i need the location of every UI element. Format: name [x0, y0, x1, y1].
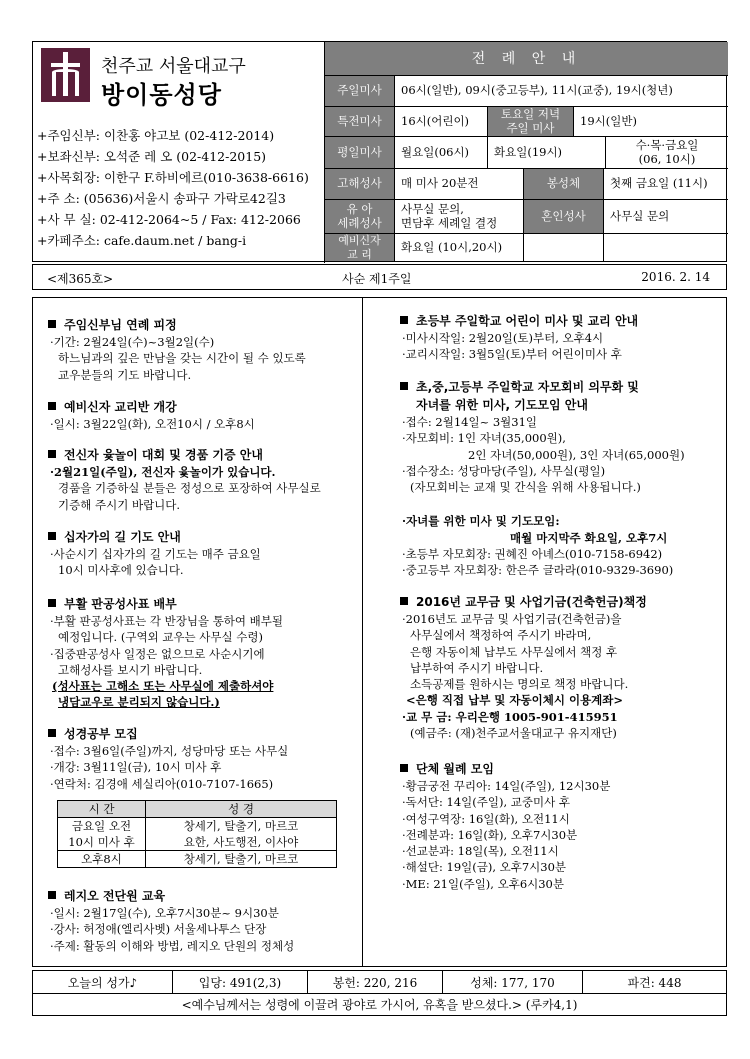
notice-line: ·전례분과: 16일(화), 오후7시30분: [402, 827, 578, 842]
notice-title: 주임신부님 연례 피정: [64, 318, 177, 332]
sunday-label: 주일미사: [325, 76, 394, 106]
contact-council: +사목회장: 이한구 F.하비에르(010-3638-6616): [37, 170, 309, 185]
notice-line: 10시 미사후에 있습니다.: [58, 563, 184, 578]
special-label: 특전미사: [325, 107, 394, 136]
notice-title: 전신자 윷놀이 대회 및 경품 기증 안내: [64, 448, 263, 462]
notice-line: ·자녀를 위한 미사 및 기도모임:: [402, 514, 560, 529]
notice-line: ·2016년도 교무금 및 사업기금(건축헌금)을: [402, 612, 622, 626]
notice-line: ·접수장소: 성당마당(주일), 사무실(평일): [402, 463, 606, 478]
gospel-verse: <예수님께서는 성령에 이끌려 광야로 가시어, 유혹을 받으셨다.> (루카4,1): [181, 998, 578, 1012]
table-row: [58, 818, 337, 851]
infant-baptism-label: 유 아 세례성사: [325, 200, 394, 233]
bullet-square-icon: [48, 729, 56, 737]
bullet-square-icon: [48, 891, 56, 899]
liturgy-table: [324, 42, 728, 263]
confession-label: 고해성사: [325, 169, 394, 199]
contact-address: +주 소: (05636)서울시 송파구 가락로42길3: [37, 191, 286, 206]
notice-line: 냉담교우로 분리되지 않습니다.): [58, 695, 220, 710]
table-row: [58, 851, 337, 868]
bullet-square-icon: [48, 599, 56, 607]
hymn-footer: [32, 970, 727, 1016]
notice-line: ·중고등부 자모회장: 한은주 글라라(010-9329-3690): [402, 563, 674, 578]
notice-line: ·접수: 2월14일~ 3월31일: [402, 415, 538, 429]
weekday-mon: 월요일(06시): [394, 137, 487, 168]
notice-line: ·주제: 활동의 이해와 방법, 레지오 단원의 정체성: [50, 938, 295, 953]
notice-legio-education: [48, 887, 294, 954]
liturgy-row-weekday: [325, 137, 728, 169]
notice-line: 교우분들의 기도 바랍니다.: [58, 367, 192, 382]
diocese-name: 천주교 서울대교구: [101, 56, 246, 77]
notice-line: 매월 마지막주 화요일, 오후7시: [510, 530, 668, 545]
confession-value: 매 미사 20분전: [394, 169, 523, 199]
notice-line: <은행 직접 납부 및 자동이체시 이용계좌>: [406, 693, 624, 708]
catechumen-value: 화요일 (10시,20시): [394, 234, 523, 261]
saturday-value: 19시(일반): [573, 107, 728, 136]
notice-line: ·독서단: 14일(주일), 교중미사 후: [402, 795, 570, 810]
liturgy-row-confession: [325, 169, 728, 200]
notice-line: ·접수: 3월6일(주일)까지, 성당마당 또는 사무실: [50, 744, 289, 758]
notice-line: ·기간: 2월24일(수)~3월2일(수): [50, 335, 215, 349]
notice-line: ·사순시기 십자가의 길 기도는 매주 금요일: [50, 547, 261, 561]
notice-line: ·강사: 허정애(엘리사벳) 서울세나투스 단장: [50, 922, 267, 937]
notice-title: 십자가의 길 기도 안내: [64, 530, 181, 544]
hymn-entrance: 입당: 491(2,3): [172, 971, 307, 993]
marriage-label: 혼인성사: [523, 200, 603, 233]
bullet-square-icon: [400, 764, 408, 772]
notice-line: 예정입니다. (구역외 교우는 사무실 수령): [58, 630, 263, 645]
notice-line: 기증해 주시기 바랍니다.: [58, 497, 181, 512]
bullet-square-icon: [400, 316, 408, 324]
liturgy-row-baptism: [325, 200, 728, 234]
table-cell-books: 창세기, 탈출기, 마르코 요한, 사도행전, 이사야: [146, 818, 337, 851]
notice-title-cont: 자녀를 위한 미사, 기도모임 안내: [416, 398, 588, 412]
contact-pastor: +주임신부: 이찬홍 야고보 (02-412-2014): [37, 128, 275, 143]
liturgy-title: 전 례 안 내: [325, 42, 728, 76]
notice-pledge: [400, 593, 647, 741]
notice-line: ·개강: 3월11일(금), 10시 미사 후: [50, 760, 222, 775]
contact-office: +사 무 실: 02-412-2064~5 / Fax: 412-2066: [37, 212, 301, 227]
table-header-books: 성 경: [146, 801, 337, 818]
bulletin-header: [32, 41, 727, 262]
liturgical-week: 사순 제1주일: [342, 272, 412, 286]
notice-title: 초,중,고등부 주일학교 자모회비 의무화 및: [416, 380, 639, 394]
bullet-square-icon: [48, 320, 56, 328]
hymn-dismissal: 파견: 448: [582, 971, 726, 993]
notice-line: ·일시: 3월22일(화), 오전10시 / 오후8시: [50, 417, 255, 431]
notice-line: ·황금궁전 꾸리아: 14일(주일), 12시30분: [402, 779, 611, 793]
weekday-wed: 수·목·금요일 (06, 10시): [605, 137, 728, 168]
weekday-label: 평일미사: [325, 137, 394, 168]
notice-line: 은행 자동이체 납부도 사무실에서 책정 후: [410, 644, 618, 659]
notice-line: 경품을 기증하실 분들은 정성으로 포장하여 사무실로: [58, 481, 321, 496]
notice-parents-fee: [400, 378, 685, 579]
saturday-label: 토요일 저녁 주일 미사: [487, 107, 573, 136]
empty-cell: [523, 234, 603, 261]
notice-pastor-retreat: [48, 316, 306, 383]
sunday-value: 06시(일반), 09시(중고등부), 11시(교중), 19시(청년): [394, 76, 728, 106]
table-cell-time: 오후8시: [58, 851, 146, 868]
notice-line: ·교 무 금: 우리은행 1005-901-415951: [402, 709, 618, 724]
hymn-offertory: 봉헌: 220, 216: [307, 971, 442, 993]
marriage-value: 사무실 문의: [603, 200, 728, 233]
empty-cell: [603, 234, 728, 261]
notice-line: ·미사시작일: 2월20일(토)부터, 오후4시: [402, 331, 604, 345]
catechumen-label: 예비신자 교 리: [325, 234, 394, 261]
communion-sick-value: 첫째 금요일 (11시): [603, 169, 728, 199]
notice-bible-study: [48, 725, 288, 792]
bullet-square-icon: [48, 450, 56, 458]
notice-title: 레지오 전단원 교육: [64, 889, 166, 903]
communion-sick-label: 봉성체: [523, 169, 603, 199]
notice-line: ·연락처: 김경애 세실리아(010-7107-1665): [50, 776, 274, 791]
liturgy-row-special: [325, 107, 728, 137]
hymn-row: [33, 971, 726, 994]
notice-line: ·집중판공성사 일정은 없으므로 사순시기에: [50, 646, 265, 661]
issue-number: <제365호>: [47, 272, 114, 286]
notice-line: ·초등부 자모회장: 권혜진 아녜스(010-7158-6942): [402, 547, 663, 562]
bible-study-table: [57, 800, 337, 868]
liturgy-row-sunday: [325, 76, 728, 107]
notice-group-meetings: [400, 760, 610, 892]
special-value: 16시(어린이): [394, 107, 487, 136]
notice-line: (성사표는 고해소 또는 사무실에 제출하셔야: [52, 679, 274, 694]
notice-easter-confession: [48, 595, 283, 711]
weekday-tue: 화요일(19시): [487, 137, 605, 168]
notice-line: ·해설단: 19일(금), 오후7시30분: [402, 860, 567, 875]
notice-line: (자모회비는 교재 및 간식을 위해 사용됩니다.): [410, 480, 641, 495]
notice-line: ·일시: 2월17일(수), 오후7시30분~ 9시30분: [50, 906, 279, 920]
hymn-label: 오늘의 성가♪: [67, 975, 138, 990]
notice-title: 단체 월례 모임: [416, 762, 494, 776]
issue-line: [32, 264, 727, 290]
notice-line: 납부하여 주시기 바랍니다.: [410, 660, 544, 675]
bullet-square-icon: [48, 402, 56, 410]
issue-date: 2016. 2. 14: [641, 270, 710, 284]
contact-cafe: +카페주소: cafe.daum.net / bang-i: [37, 233, 247, 248]
contact-assistant: +보좌신부: 오석준 레 오 (02-412-2015): [37, 149, 267, 164]
notice-line: (예금주: (재)천주교서울대교구 유지재단): [410, 726, 617, 741]
parish-name: 방이동성당: [101, 81, 222, 109]
notice-line: ·ME: 21일(주일), 오후6시30분: [402, 876, 564, 891]
notice-line: 고해성사를 보시기 바랍니다.: [58, 662, 203, 677]
parish-logo-icon: [41, 48, 90, 102]
table-cell-books: 창세기, 탈출기, 마르코: [146, 851, 337, 868]
table-cell-time: 금요일 오전 10시 미사 후: [58, 818, 146, 851]
notice-yutnori: [48, 446, 321, 513]
notice-title: 성경공부 모집: [64, 727, 138, 741]
notice-line: 2인 자녀(50,000원), 3인 자녀(65,000원): [468, 447, 685, 462]
notice-title: 2016년 교무금 및 사업기금(건축헌금)책정: [416, 595, 647, 609]
notice-stations-of-cross: [48, 528, 261, 579]
notice-catechumen-class: [48, 398, 255, 432]
table-header-time: 시 간: [58, 801, 146, 818]
parish-info: [33, 42, 324, 263]
infant-baptism-value: 사무실 문의, 면담후 세례일 결정: [394, 200, 523, 233]
notice-line: ·부활 판공성사표는 각 반장님을 통하여 배부될: [50, 614, 284, 628]
notice-line: ·선교분과: 18일(목), 오전11시: [402, 844, 559, 859]
hymn-communion: 성체: 177, 170: [442, 971, 582, 993]
liturgy-row-catechumen: [325, 234, 728, 261]
notice-title: 예비신자 교리반 개강: [64, 400, 177, 414]
notice-line: 하느님과의 깊은 만남을 갖는 시간이 될 수 있도록: [58, 351, 306, 366]
notice-line: ·자모회비: 1인 자녀(35,000원),: [402, 431, 566, 446]
notice-line: 사무실에서 책정하여 주시기 바라며,: [410, 628, 592, 643]
notice-line: ·교리시작일: 3월5일(토)부터 어린이미사 후: [402, 347, 622, 362]
bullet-square-icon: [400, 382, 408, 390]
notice-line: ·여성구역장: 16일(화), 오전11시: [402, 811, 570, 826]
column-divider: [362, 297, 363, 967]
notice-title: 부활 판공성사표 배부: [64, 597, 177, 611]
contact-list: [37, 125, 324, 251]
notice-title: 초등부 주일학교 어린이 미사 및 교리 안내: [416, 314, 639, 328]
bullet-square-icon: [400, 597, 408, 605]
notice-line: ·2월21일(주일), 전신자 윷놀이가 있습니다.: [50, 465, 276, 479]
notice-line: 소득공제를 원하시는 명의로 책정 바랍니다.: [410, 677, 629, 692]
bullet-square-icon: [48, 532, 56, 540]
notice-children-mass: [400, 312, 638, 363]
